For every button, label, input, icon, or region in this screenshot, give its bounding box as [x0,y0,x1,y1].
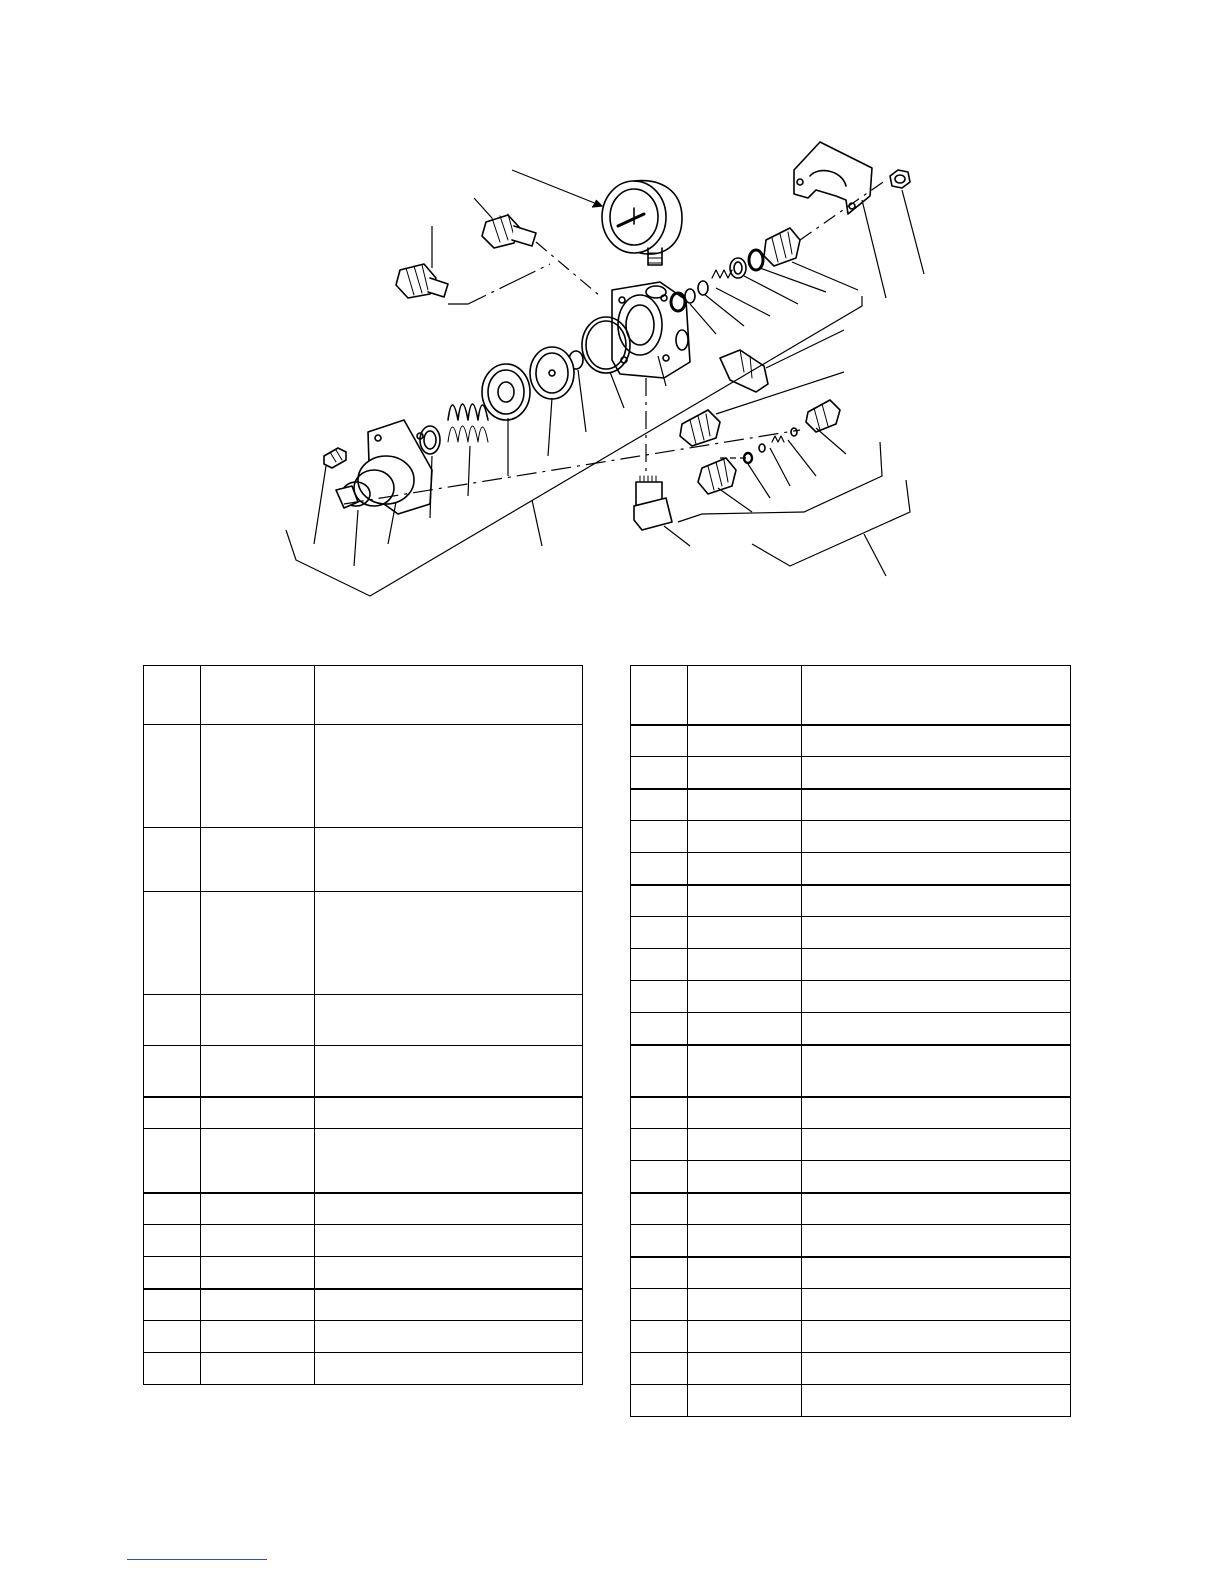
cell-part [201,1225,315,1257]
elbow-fitting-icon [634,476,672,530]
cell-ref [631,1013,688,1045]
cell-description [802,757,1071,789]
table-row [144,1046,583,1097]
cell-part [688,1225,802,1257]
cell-ref [144,892,201,995]
cell-ref [631,1045,688,1097]
cell-ref [631,1321,688,1353]
cell-ref [631,885,688,917]
cell-description [315,828,583,892]
cell-ref [144,1321,201,1353]
exploded-view-diagram [0,0,1224,640]
table-row [144,1289,583,1321]
header-ref [631,666,688,725]
cell-description [802,1161,1071,1193]
cell-ref [144,1257,201,1289]
table-row [631,1257,1071,1289]
cell-ref [631,757,688,789]
cell-part [201,1321,315,1353]
table-row [144,995,583,1046]
table-header [631,666,1071,725]
cell-description [315,1353,583,1385]
cell-part [688,757,802,789]
cell-ref [631,1097,688,1129]
cell-ref [631,1385,688,1417]
cell-description [802,917,1071,949]
footer-link-rule [127,1559,267,1560]
cell-part [688,1257,802,1289]
table-row [631,1353,1071,1385]
cell-description [315,995,583,1046]
cell-description [802,1193,1071,1225]
cell-description [802,1129,1071,1161]
cell-description [802,821,1071,853]
table-row [144,1225,583,1257]
upper-nipple-fitting-icon [482,214,536,248]
cell-description [802,1013,1071,1045]
table-row [631,1161,1071,1193]
cell-description [802,885,1071,917]
cell-ref [631,1161,688,1193]
cell-description [802,1225,1071,1257]
cell-description [802,1353,1071,1385]
cell-description [802,1289,1071,1321]
cell-part [688,1013,802,1045]
table-row [631,789,1071,821]
cell-part [201,1097,315,1129]
bonnet-icon [336,420,432,514]
cell-ref [144,1129,201,1193]
table-row [631,1097,1071,1129]
cell-ref [631,853,688,885]
cell-part [201,828,315,892]
header-part [688,666,802,725]
header-part [201,666,315,725]
pressure-gauge-icon [602,181,682,265]
cell-ref [144,1289,201,1321]
cell-ref [631,949,688,981]
cell-ref [144,1046,201,1097]
table-row [631,949,1071,981]
lower-fittings-icon [680,400,840,494]
cell-part [688,1385,802,1417]
cell-description [802,1385,1071,1417]
table-row [631,1225,1071,1257]
cell-ref [631,1193,688,1225]
table-row [144,828,583,892]
cell-part [201,1046,315,1097]
cell-description [315,1193,583,1225]
cell-description [315,725,583,828]
table-row [144,1321,583,1353]
cell-description [315,892,583,995]
cell-part [688,1045,802,1097]
table-row [631,1013,1071,1045]
cell-ref [144,828,201,892]
diaphragm-assembly-icon [420,317,630,454]
parts-list-table-left [143,665,583,1385]
cell-ref [144,1353,201,1385]
cell-description [802,789,1071,821]
header-ref [144,666,201,725]
cell-part [688,1193,802,1225]
cell-description [315,1046,583,1097]
cell-part [688,885,802,917]
table-row [144,1097,583,1129]
cell-ref [631,725,688,757]
cell-description [315,1289,583,1321]
cell-description [315,1097,583,1129]
cell-part [201,1193,315,1225]
cell-ref [631,1257,688,1289]
cell-ref [631,1225,688,1257]
cell-ref [631,1353,688,1385]
table-row [144,1353,583,1385]
left-nipple-fitting-icon [396,264,448,298]
cell-part [688,981,802,1013]
cell-part [688,789,802,821]
cell-part [688,725,802,757]
table-row [631,885,1071,917]
table-row [631,757,1071,789]
cell-description [802,1321,1071,1353]
cell-description [315,1129,583,1193]
cell-description [315,1257,583,1289]
cell-ref [144,995,201,1046]
cell-part [688,1289,802,1321]
cell-ref [631,1129,688,1161]
cell-description [802,853,1071,885]
cell-part [688,821,802,853]
cell-part [688,1321,802,1353]
mounting-bracket-icon [794,142,872,214]
cell-part [688,917,802,949]
table-row [631,821,1071,853]
parts-list-table-right [630,665,1071,1417]
cell-part [201,1289,315,1321]
header-description [315,666,583,725]
cell-description [802,725,1071,757]
table-row [631,1045,1071,1097]
table-row [631,1129,1071,1161]
cell-ref [631,789,688,821]
cell-part [201,1257,315,1289]
cell-ref [631,917,688,949]
cell-description [802,981,1071,1013]
cell-ref [631,981,688,1013]
table-row [144,892,583,995]
hex-nut-icon [890,170,910,188]
cell-ref [144,1193,201,1225]
cell-description [315,1321,583,1353]
cell-description [802,949,1071,981]
cell-part [201,995,315,1046]
table-row [144,1257,583,1289]
adjusting-screw-icon [324,448,346,468]
table-row [144,725,583,828]
cell-part [688,1353,802,1385]
table-row [631,1289,1071,1321]
cell-description [315,1225,583,1257]
cell-part [688,1129,802,1161]
table-row [631,917,1071,949]
cell-part [201,1129,315,1193]
cell-ref [144,725,201,828]
cell-part [688,1161,802,1193]
cell-ref [144,1097,201,1129]
cell-ref [631,1289,688,1321]
table-row [631,981,1071,1013]
cell-ref [144,1225,201,1257]
header-description [802,666,1071,725]
cell-part [201,1353,315,1385]
table-row [631,1321,1071,1353]
cell-description [802,1045,1071,1097]
cell-part [688,1097,802,1129]
table-header [144,666,583,725]
table-row [631,1385,1071,1417]
table-row [144,1129,583,1193]
table-row [631,725,1071,757]
cell-part [201,892,315,995]
cell-part [201,725,315,828]
cell-part [688,853,802,885]
table-row [144,1193,583,1225]
table-row [631,853,1071,885]
cell-description [802,1097,1071,1129]
cell-part [688,949,802,981]
cell-description [802,1257,1071,1289]
table-row [631,1193,1071,1225]
cell-ref [631,821,688,853]
